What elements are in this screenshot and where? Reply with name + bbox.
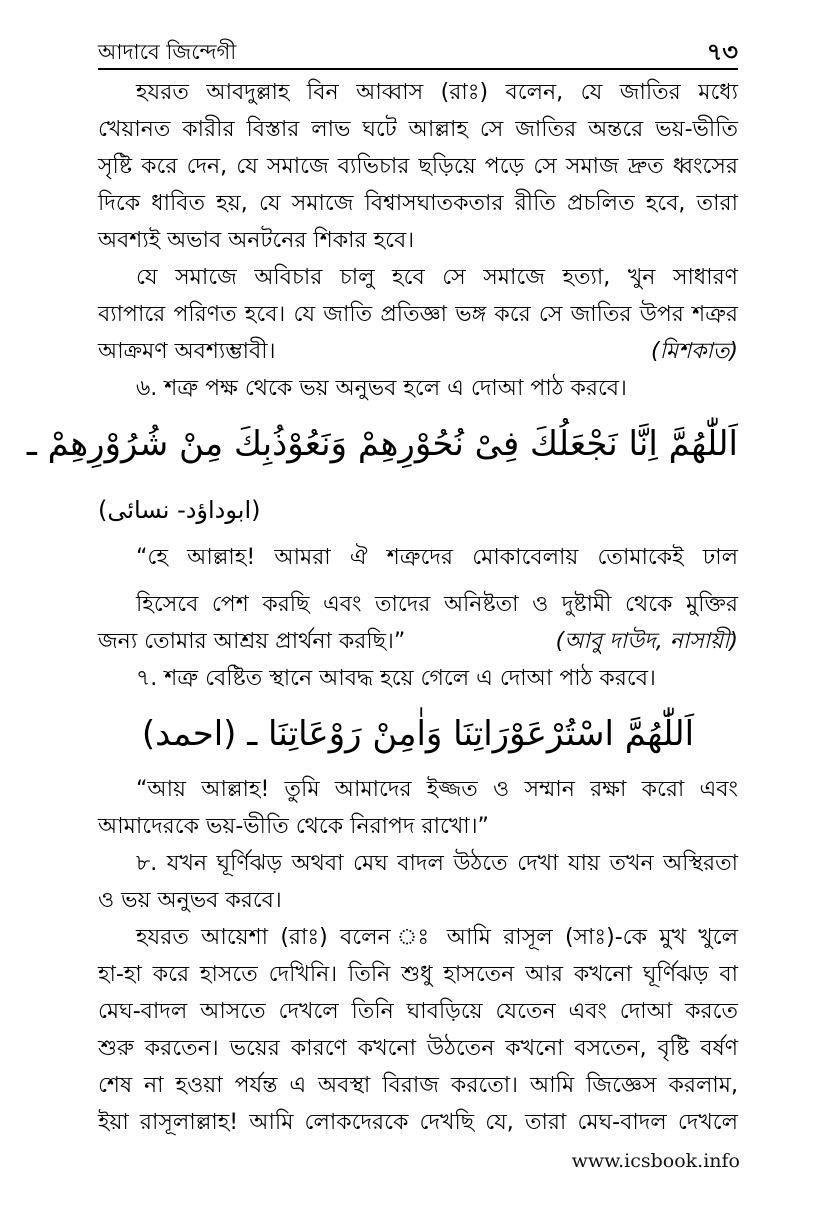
text-line: মেঘ-বাদল আসতে দেখলে তিনি ঘাবড়িয়ে যেতেন এবং দোআ করতে (98, 999, 738, 1024)
text-line: ইয়া রাসূলাল্লাহ! আমি লোকদেরকে দেখছি যে, তারা মেঘ-বাদল দেখলে (98, 1110, 738, 1135)
text-line: হযরত আয়েশা (রাঃ) বলেন ঃ আমি রাসূল (সাঃ)-কে মুখ খুলে (136, 925, 738, 950)
text-segment: জন্য তোমার আশ্রয় প্রার্থনা করছি।” (98, 629, 406, 654)
running-title: আদাবে জিন্দেগী (98, 40, 237, 64)
text-line: ও ভয় অনুভব করবে। (98, 888, 282, 913)
header-rule (98, 68, 738, 70)
section-heading: ৬. শত্রু পক্ষ থেকে ভয় অনুভব হলে এ দোআ পাঠ করবে। (136, 376, 627, 401)
text-line: সৃষ্টি করে দেন, যে সমাজে ব্যভিচার ছড়িয়ে পড়ে সে সমাজ দ্রুত ধ্বংসের (98, 154, 738, 179)
text-line-with-source (98, 623, 738, 660)
text-line: যে সমাজে অবিচার চালু হবে সে সমাজে হত্যা, খুন সাধারণ (136, 265, 738, 290)
text-line: খেয়ানত কারীর বিস্তার লাভ ঘটে আল্লাহ সে জাতির অন্তরে ভয়-ভীতি (98, 117, 738, 142)
text-line: “হে আল্লাহ! আমরা ঐ শত্রুদের মোকাবেলায় তোমাকেই ঢাল (136, 545, 738, 570)
text-line: আমাদেরকে ভয়-ভীতি থেকে নিরাপদ রাখো।” (98, 814, 489, 839)
text-line: দিকে ধাবিত হয়, যে সমাজে বিশ্বাসঘাতকতার রীতি প্রচলিত হবে, তারা (98, 191, 738, 216)
section-heading: ৭. শত্রু বেষ্টিত স্থানে আবদ্ধ হয়ে গেলে এ দোআ পাঠ করবে। (136, 666, 656, 691)
text-line: অবশ্যই অভাব অনটনের শিকার হবে। (98, 228, 415, 253)
text-line-with-source (98, 333, 738, 370)
arabic-dua: اَللّٰهُمَّ اسْتُرْعَوْرَاتِنَا وَاٰمِنْ رَوْعَاتِنَا ـ (احمد) (141, 714, 695, 754)
website-watermark: www.icsbook.info (571, 1150, 740, 1172)
text-line: হা-হা করে হাসতে দেখিনি। তিনি শুধু হাসতেন আর কখনো ঘূর্ণিঝড় বা (98, 962, 738, 987)
text-line: হিসেবে পেশ করছি এবং তাদের অনিষ্টতা ও দুষ্টামী থেকে মুক্তির (136, 592, 738, 617)
text-line: শুরু করতেন। ভয়ের কারণে কখনো উঠতেন কখনো বসতেন, বৃষ্টি বর্ষণ (98, 1036, 738, 1061)
text-line: ব্যাপারে পরিণত হবে। যে জাতি প্রতিজ্ঞা ভঙ্গ করে সে জাতির উপর শত্রুর (98, 302, 738, 327)
text-line: হযরত আবদুল্লাহ বিন আব্বাস (রাঃ) বলেন, যে জাতির মধ্যে (136, 80, 738, 105)
section-heading: ৮. যখন ঘূর্ণিঝড় অথবা মেঘ বাদল উঠতে দেখা যায় তখন অস্থিরতা (136, 851, 738, 876)
page-header (98, 36, 738, 70)
source-citation: (আবু দাউদ, নাসায়ী) (555, 629, 738, 654)
arabic-source-citation: (ابوداؤد- نسائى) (98, 496, 261, 524)
text-line: শেষ না হওয়া পর্যন্ত এ অবস্থা বিরাজ করতো। আমি জিজ্ঞেস করলাম, (98, 1073, 738, 1098)
text-segment: আক্রমণ অবশ্যম্ভাবী। (98, 339, 276, 364)
arabic-dua: اَللّٰهُمَّ اِنَّا نَجْعَلُكَ فِىْ نُحُوْرِهِمْ وَنَعُوْذُبِكَ مِنْ شُرُوْرِهِمْ ـ (26, 424, 738, 464)
source-citation: (মিশকাত) (651, 339, 738, 364)
page-number: ৭৩ (706, 38, 738, 66)
text-line: “আয় আল্লাহ! তুমি আমাদের ইজ্জত ও সম্মান রক্ষা করো এবং (136, 777, 738, 802)
page-body (26, 74, 738, 1141)
